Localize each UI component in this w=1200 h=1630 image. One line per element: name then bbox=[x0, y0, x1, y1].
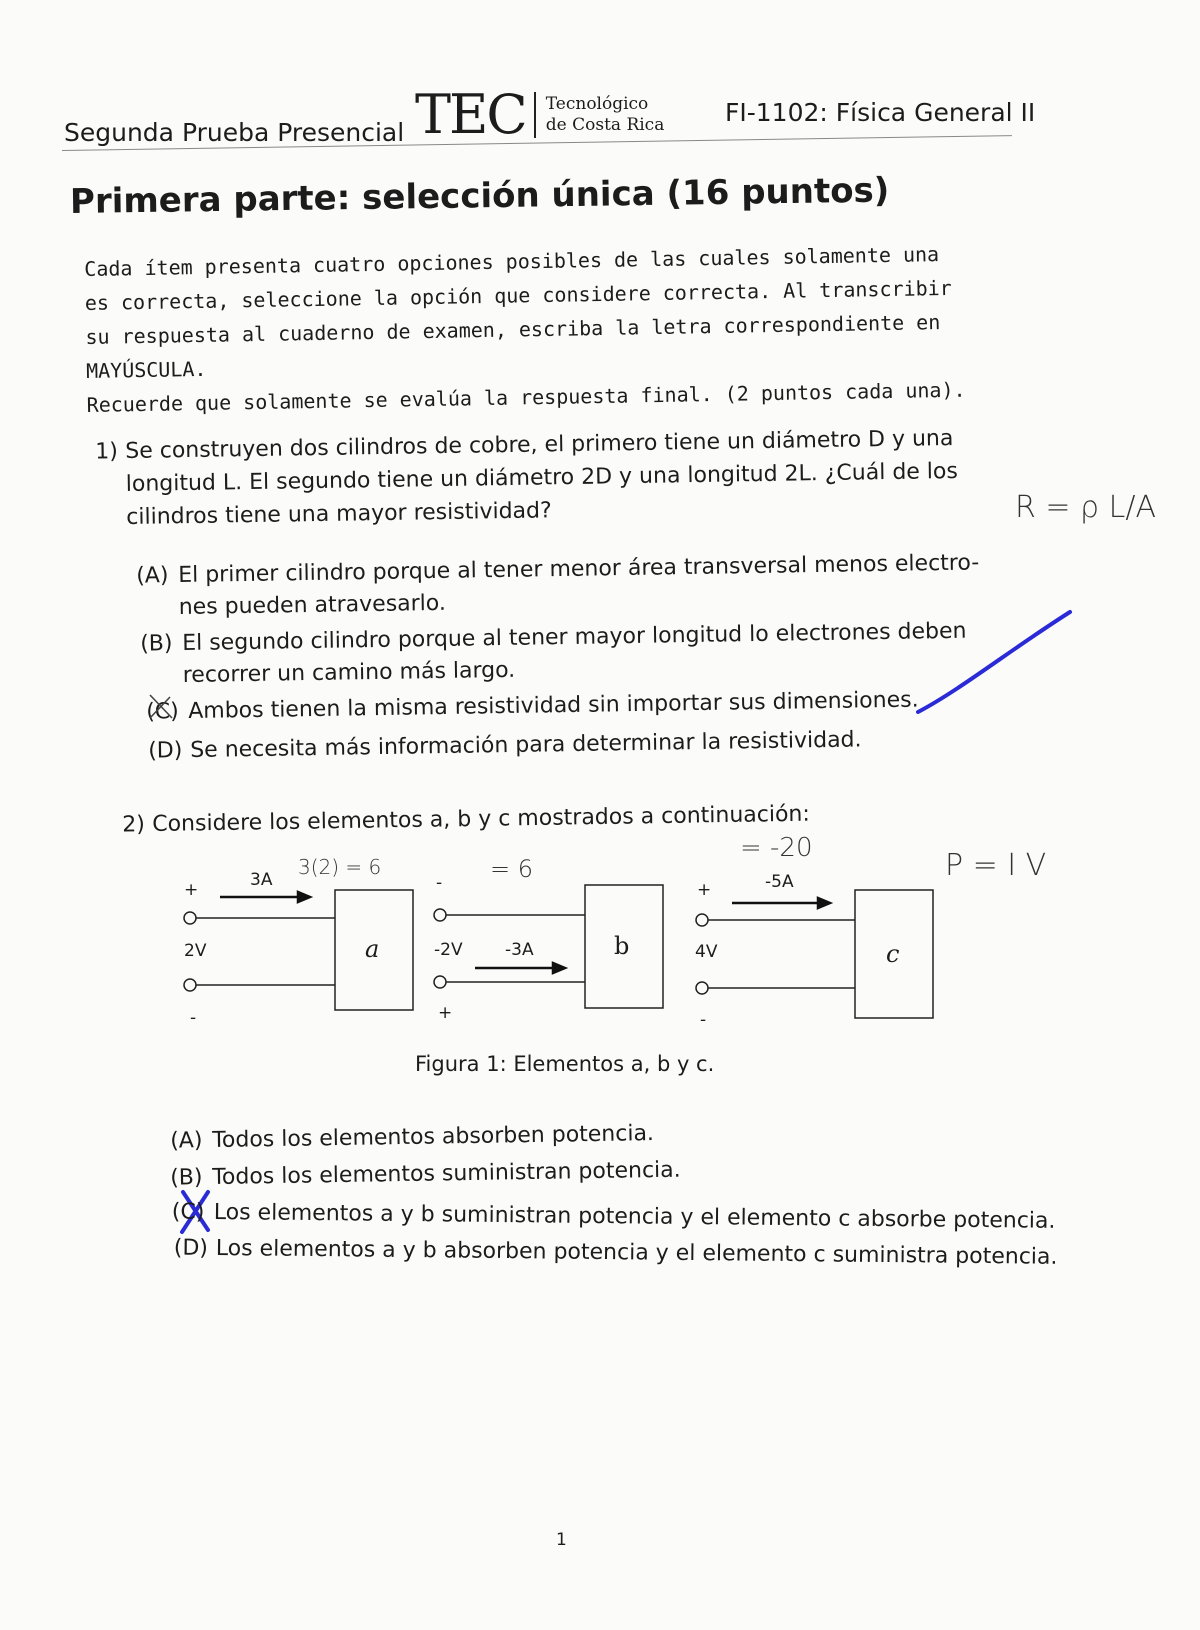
option-text: El segundo cilindro porque al tener mayor longitud lo electrones deben bbox=[182, 618, 967, 656]
hw-power-c: = -20 bbox=[740, 833, 813, 863]
option-label: (D) bbox=[148, 738, 183, 764]
b-voltage-label: -2V bbox=[434, 940, 463, 960]
logo-line-1: Tecnológico bbox=[545, 94, 649, 114]
option-text: Los elementos a y b absorben potencia y el elemento c suministra potencia. bbox=[215, 1235, 1058, 1270]
a-voltage-label: 2V bbox=[184, 941, 207, 961]
option-label: (A) bbox=[136, 563, 169, 589]
section-title: Primera parte: selección única (16 puntos) bbox=[69, 170, 890, 222]
instructions-line: su respuesta al cuaderno de examen, escriba la letra correspondiente en bbox=[85, 310, 941, 349]
instructions-line: Cada ítem presenta cuatro opciones posibles de las cuales solamente una bbox=[84, 242, 940, 281]
header-right: FI-1102: Física General II bbox=[725, 98, 1036, 127]
question-line: cilindros tiene una mayor resistividad? bbox=[126, 498, 552, 530]
c-voltage-label: 4V bbox=[695, 942, 718, 962]
question-number: 1) bbox=[95, 439, 119, 465]
page-number: 1 bbox=[556, 1530, 567, 1550]
hw-power-a: 3(2) = 6 bbox=[298, 855, 382, 879]
question-line: Considere los elementos a, b y c mostrados a continuación: bbox=[152, 801, 810, 837]
question-number: 2) bbox=[122, 812, 146, 838]
instructions-line: es correcta, seleccione la opción que considere correcta. Al transcribir bbox=[84, 275, 952, 315]
question-line: Se construyen dos cilindros de cobre, el primero tiene un diámetro D y una bbox=[125, 425, 954, 464]
c-element-name: c bbox=[886, 940, 900, 968]
instructions-line: MAYÚSCULA. bbox=[85, 356, 207, 383]
header-left: Segunda Prueba Presencial bbox=[64, 118, 405, 147]
option-text: nes pueden atravesarlo. bbox=[178, 590, 447, 620]
a-bottom-sign: - bbox=[190, 1008, 197, 1028]
a-top-sign: + bbox=[184, 880, 199, 900]
option-text: Todos los elementos suministran potencia. bbox=[212, 1157, 681, 1190]
option-text: Los elementos a y b suministran potencia y el elemento c absorbe potencia. bbox=[213, 1199, 1056, 1234]
handwritten-formula-r: R = ρ L/A bbox=[1015, 490, 1156, 525]
b-top-sign: - bbox=[436, 873, 443, 893]
option-text: Todos los elementos absorben potencia. bbox=[212, 1121, 655, 1153]
option-label: (D) bbox=[173, 1235, 209, 1261]
logo-line-2: de Costa Rica bbox=[545, 115, 665, 135]
a-current-label: 3A bbox=[250, 870, 273, 890]
option-text: recorrer un camino más largo. bbox=[182, 657, 516, 688]
option-text: El primer cilindro porque al tener menor área transversal menos electro- bbox=[178, 550, 980, 588]
logo-mark: TEC bbox=[415, 83, 526, 146]
hw-power-b: = 6 bbox=[490, 855, 534, 883]
option-label: (C) bbox=[146, 699, 179, 725]
c-top-sign: + bbox=[697, 880, 712, 900]
option-label: (B) bbox=[170, 1165, 203, 1191]
c-current-label: -5A bbox=[765, 872, 794, 892]
a-element-name: a bbox=[365, 935, 380, 963]
question-line: longitud L. El segundo tiene un diámetro 2D y una longitud 2L. ¿Cuál de los bbox=[125, 458, 959, 497]
option-label: (A) bbox=[170, 1128, 203, 1154]
b-current-label: -3A bbox=[505, 940, 534, 960]
option-text: Ambos tienen la misma resistividad sin importar sus dimensiones. bbox=[188, 687, 919, 724]
c-bottom-sign: - bbox=[700, 1010, 707, 1030]
hw-power-formula: P = I V bbox=[945, 848, 1047, 883]
option-label: (C) bbox=[171, 1199, 205, 1225]
b-element-name: b bbox=[614, 932, 630, 960]
option-text: Se necesita más información para determinar la resistividad. bbox=[190, 727, 862, 763]
option-label: (B) bbox=[140, 631, 173, 657]
figure-caption: Figura 1: Elementos a, b y c. bbox=[415, 1052, 715, 1076]
instructions-line: Recuerde que solamente se evalúa la respuesta final. (2 puntos cada una). bbox=[86, 377, 966, 417]
b-bottom-sign: + bbox=[438, 1003, 453, 1023]
